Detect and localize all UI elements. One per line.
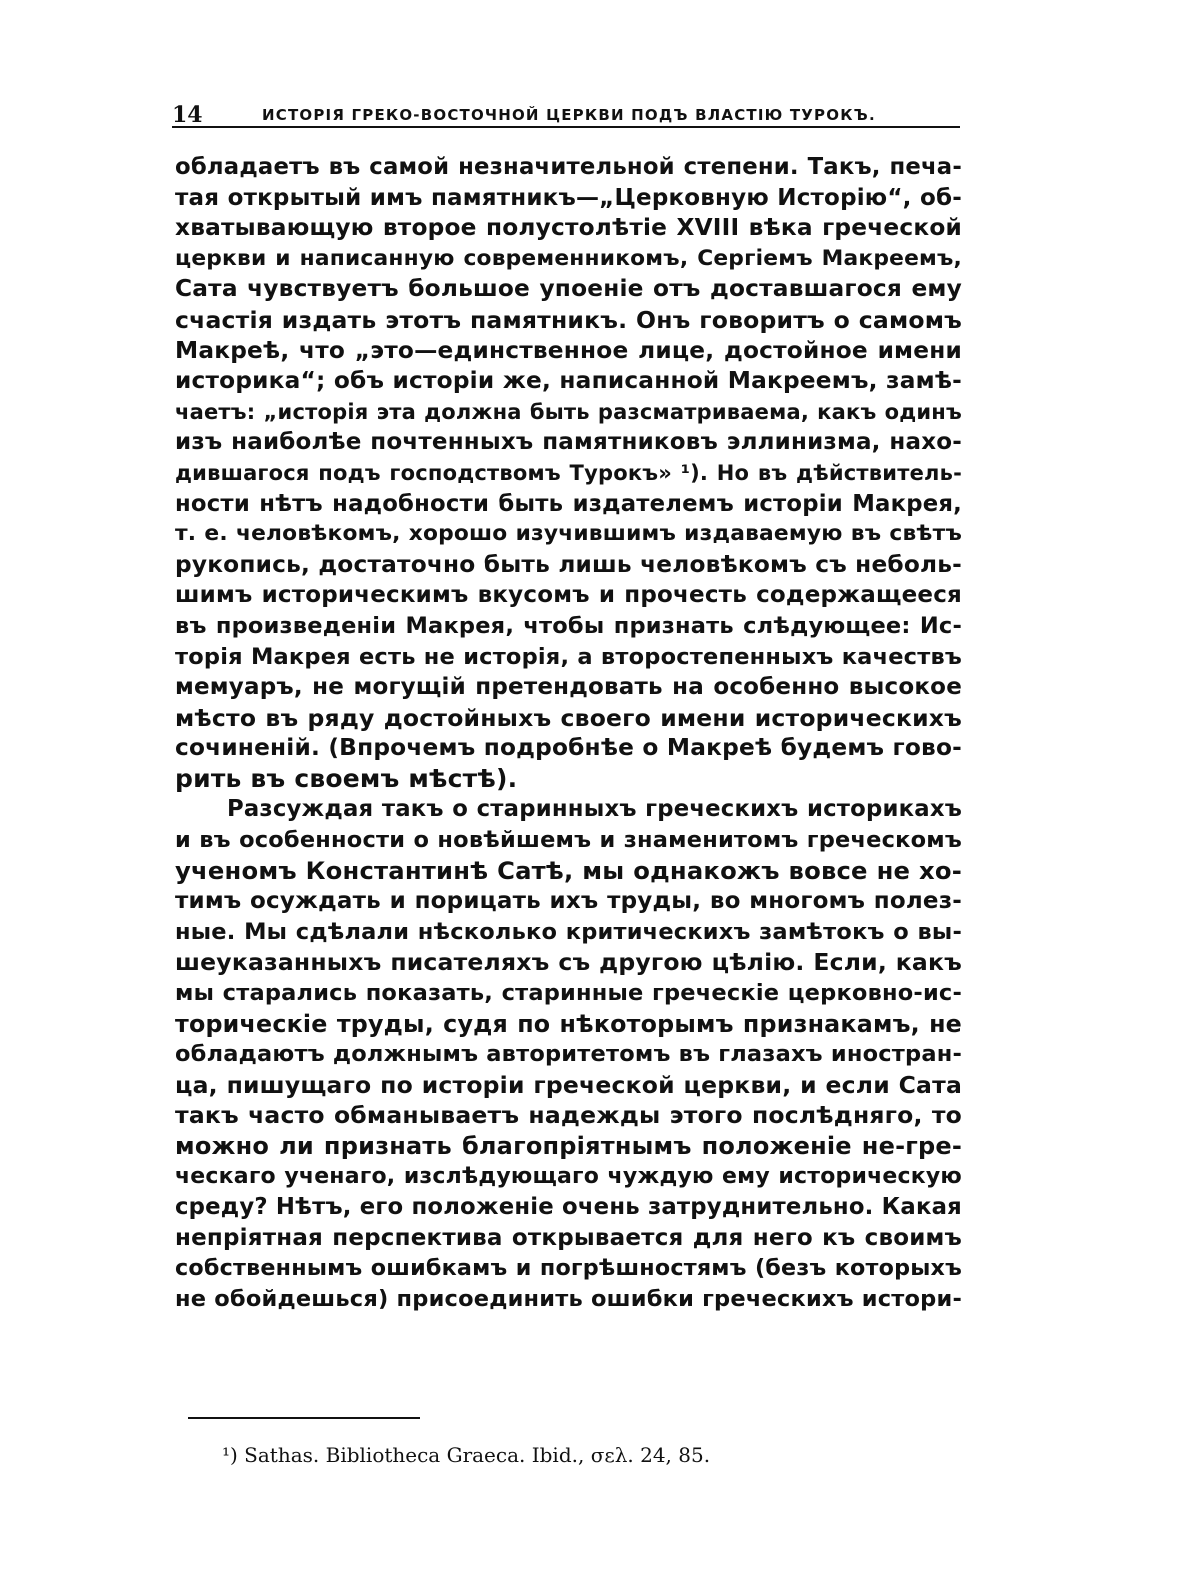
- text-line: можно ли признать благопріятнымъ положеніе не-гре-: [175, 1132, 962, 1160]
- text-line: торія Макрея есть не исторія, а второстепенныхъ качествъ: [175, 643, 962, 670]
- text-line: шеуказанныхъ писателяхъ съ другою цѣлію. Если, какъ: [175, 948, 962, 977]
- text-line: счастія издать этотъ памятникъ. Онъ говоритъ о самомъ: [175, 305, 962, 334]
- text-line: собственнымъ ошибкамъ и погрѣшностямъ (безъ которыхъ: [175, 1255, 962, 1282]
- paragraph-first-line: Разсуждая такъ о старинныхъ греческихъ историкахъ: [227, 796, 962, 823]
- text-line: ности нѣтъ надобности быть издателемъ исторіи Макрея,: [175, 490, 962, 517]
- text-line: ца, пишущаго по исторіи греческой церкви, и если Сата: [175, 1070, 962, 1099]
- header-rule: [172, 126, 960, 128]
- text-line: среду? Нѣтъ, его положеніе очень затруднительно. Какая: [175, 1194, 962, 1221]
- text-line: хватывающую второе полустолѣтіе XVIII вѣка греческой: [175, 214, 962, 242]
- text-line: непріятная перспектива открывается для него къ своимъ: [175, 1224, 962, 1251]
- text-line: Макреѣ, что „это—единственное лице, достойное имени: [175, 336, 962, 364]
- text-line: тимъ осуждать и порицать ихъ труды, во многомъ полез-: [175, 888, 962, 915]
- text-line: т. е. человѣкомъ, хорошо изучившимъ издаваемую въ свѣтъ: [175, 521, 962, 547]
- text-line: такъ часто обманываетъ надежды этого послѣдняго, то: [175, 1101, 962, 1130]
- text-line: ческаго ученаго, изслѣдующаго чуждую ему историческую: [175, 1163, 962, 1189]
- text-line: изъ наиболѣе почтенныхъ памятниковъ эллинизма, нахо-: [175, 429, 962, 456]
- footnote-rule: [188, 1417, 420, 1419]
- text-line: шимъ историческимъ вкусомъ и прочесть содержащееся: [175, 582, 962, 609]
- text-line: тая открытый имъ памятникъ—„Церковную Исторію“, об-: [175, 184, 962, 211]
- text-line: мы старались показать, старинные греческіе церковно-ис-: [175, 980, 962, 1007]
- text-line: торическіе труды, судя по нѣкоторымъ признакамъ, не: [175, 1009, 962, 1038]
- text-line: обладаетъ въ самой незначительной степени. Такъ, печа-: [175, 154, 962, 180]
- text-line: и въ особенности о новѣйшемъ и знаменитомъ греческомъ: [175, 827, 962, 854]
- text-line: ученомъ Константинѣ Сатѣ, мы однакожъ вовсе не хо-: [175, 855, 962, 885]
- text-line: историка“; объ исторіи же, написанной Макреемъ, замѣ-: [175, 367, 962, 395]
- footnote: ¹) Sathas. Bibliotheca Graeca. Ibid., σελ. 24, 85.: [222, 1443, 711, 1467]
- text-line: сочиненій. (Впрочемъ подробнѣе о Макреѣ будемъ гово-: [175, 734, 962, 762]
- text-line: мемуаръ, не могущій претендовать на особенно высокое: [175, 674, 962, 701]
- paragraph-end-line: рить въ своемъ мѣстѣ).: [175, 763, 518, 793]
- text-line: рукопись, достаточно быть лишь человѣкомъ съ неболь-: [175, 550, 962, 578]
- text-line: Сата чувствуетъ большое упоеніе отъ доставшагося ему: [175, 275, 962, 303]
- text-line: чаетъ: „исторія эта должна быть разсматриваема, какъ одинъ: [175, 399, 962, 424]
- text-line: дившагося подъ господствомъ Турокъ» ¹). Но въ дѣйствитель-: [175, 460, 962, 485]
- text-line: ные. Мы сдѣлали нѣсколько критическихъ замѣтокъ о вы-: [175, 918, 962, 945]
- body-text: [175, 152, 962, 1315]
- page-number: 14: [172, 102, 203, 128]
- text-line: обладаютъ должнымъ авторитетомъ въ глазахъ иностран-: [175, 1041, 962, 1068]
- text-line: не обойдешься) присоединить ошибки греческихъ истори-: [175, 1285, 962, 1312]
- text-line: церкви и написанную современникомъ, Сергіемъ Макреемъ,: [175, 245, 962, 271]
- text-line: мѣсто въ ряду достойныхъ своего имени историческихъ: [175, 703, 962, 732]
- running-title: ИСТОРІЯ ГРЕКО-ВОСТОЧНОЙ ЦЕРКВИ ПОДЪ ВЛАСТІЮ ТУРОКЪ.: [262, 106, 876, 124]
- text-line: въ произведеніи Макрея, чтобы признать слѣдующее: Ис-: [175, 612, 962, 639]
